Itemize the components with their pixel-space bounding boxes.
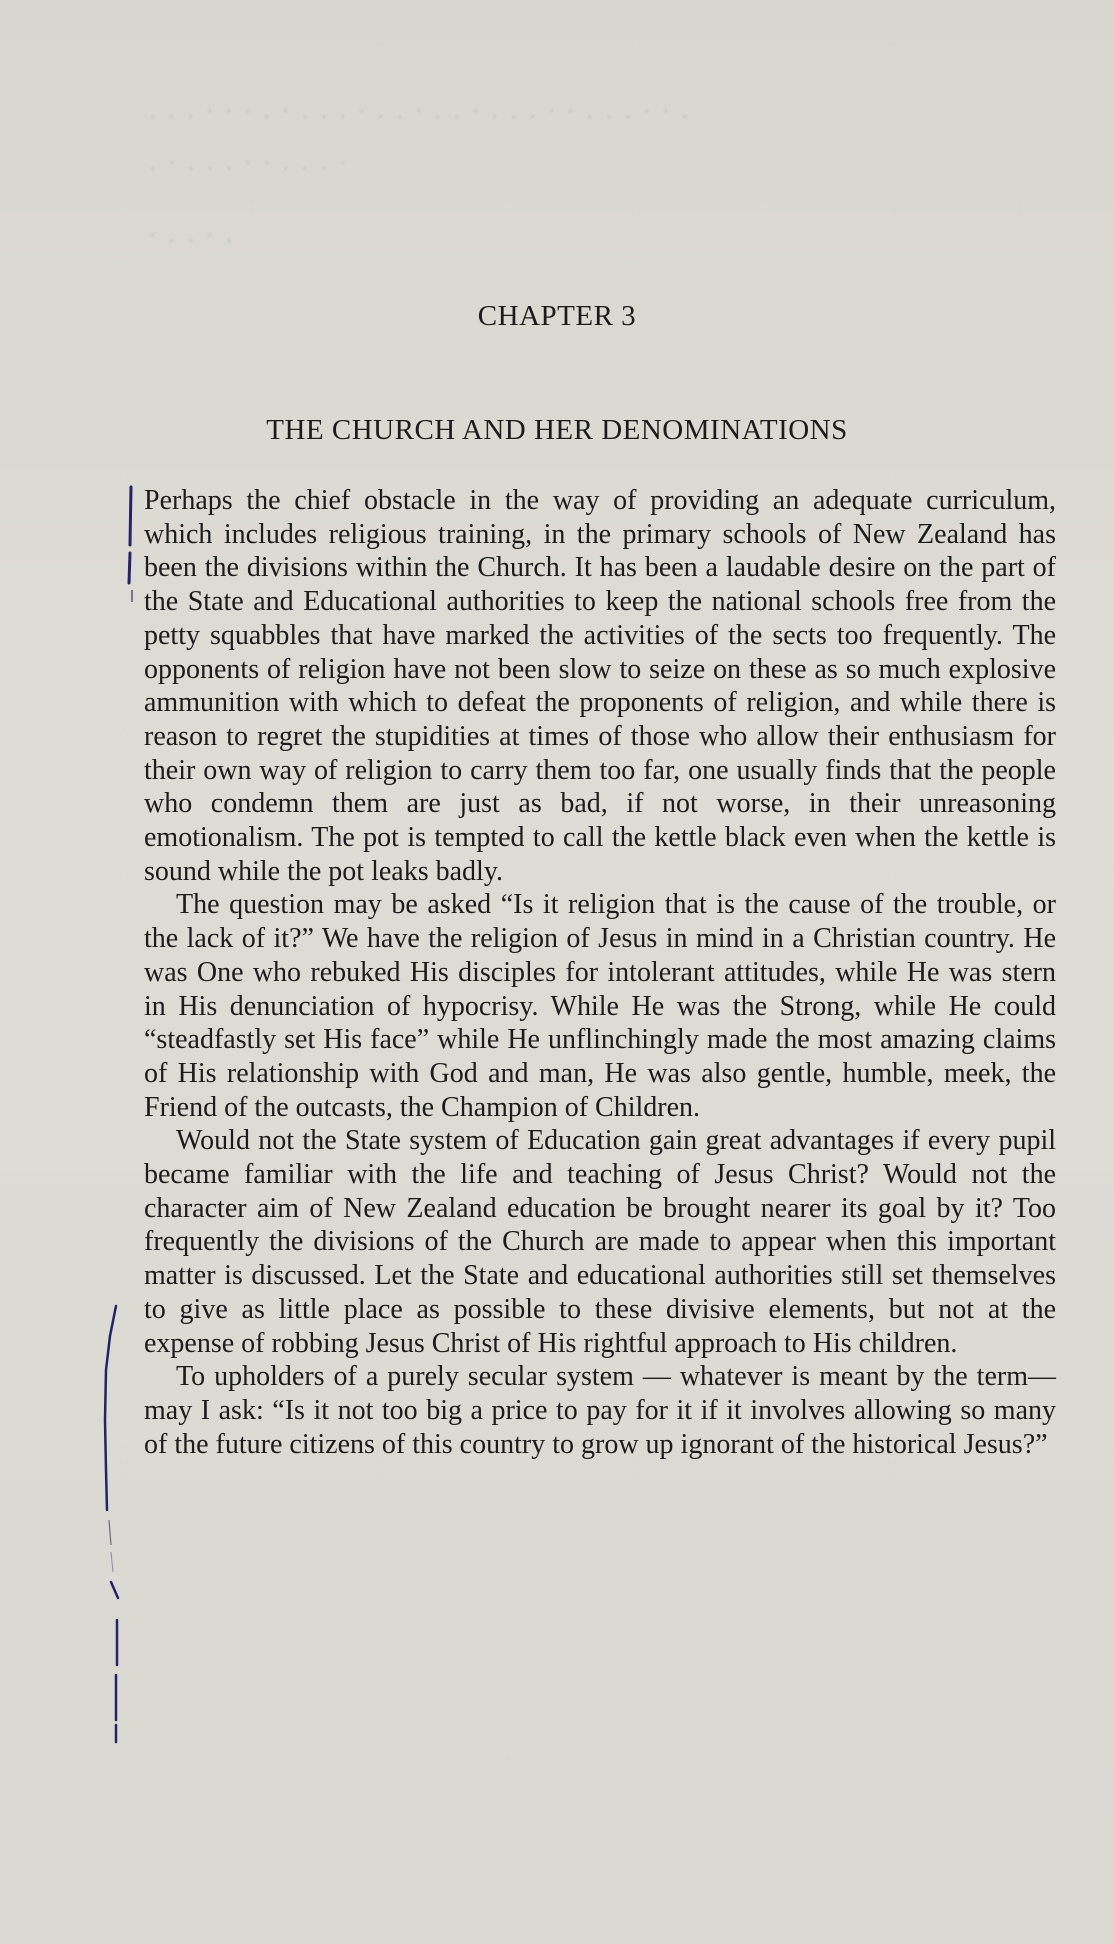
margin-mark: [129, 487, 131, 583]
paragraph: To upholders of a purely secular system — whatever is meant by the term—may I ask: “Is it not too big a price to pay for it if it involves allowing so many of the future citizens of this country to grow up ignorant of the historical Jesus?”: [144, 1361, 1056, 1460]
margin-mark: [116, 1620, 117, 1742]
paragraph: Would not the State system of Education gain great advantages if every pupil became familiar with the life and teaching of Jesus Christ? Would not the character aim of New Zealand education be brought nearer its goal by it? Too frequently the divisions of the Church are made to appear when this important matter is discussed. Let the State and educational authorities still set themselves to give as little place as possible to these divisive elements, but not at the expense of robbing Jesus Christ of His rightful approach to His children.: [144, 1125, 1056, 1359]
show-through-text: ∙ . . ∙ .: [150, 222, 236, 247]
margin-mark: [111, 1582, 118, 1598]
margin-mark: [105, 1306, 116, 1510]
chapter-number: CHAPTER 3: [477, 300, 637, 332]
body-text: [144, 484, 1056, 1461]
margin-mark: [109, 1520, 111, 1545]
margin-mark: [111, 1552, 113, 1572]
paragraph: Perhaps the chief obstacle in the way of providing an adequate curriculum, which includes religious training, in the primary schools of New Zealand has been the divisions within the Church. It has been a laudable desire on the part of the State and Educational authorities to keep the national schools free from the petty squabbles that have marked the activities of the sects too frequently. The opponents of religion have not been slow to seize on these as so much explosive ammunition with which to defeat the proponents of religion, and while there is reason to regret the stupidities at times of those who allow their enthusiasm for their own way of religion to carry them too far, one usually finds that the people who condemn them are just as bad, if not worse, in their unreasoning emotionalism. The pot is tempted to call the kettle black even when the kettle is sound while the pot leaks badly.: [144, 485, 1056, 887]
show-through-text: . ∙ . . . ∙ ∙ . . . ∙: [150, 150, 350, 175]
chapter-title: THE CHURCH AND HER DENOMINATIONS: [266, 414, 848, 446]
show-through-text: . . . ∙ ∙ ∙ . ∙ . . . ∙ . . ∙ . . ∙ . . . ∙ ∙ . . . ∙ ∙ .: [150, 98, 692, 123]
paragraph: The question may be asked “Is it religion that is the cause of the trouble, or the lack of it?” We have the religion of Jesus in mind in a Christian country. He was One who rebuked His disciples for intolerant attitudes, while He was stern in His denunciation of hypocrisy. While He was the Strong, while He could “steadfastly set His face” while He unflinchingly made the most amazing claims of His relationship with God and man, He was also gentle, humble, meek, the Friend of the outcasts, the Champion of Children.: [144, 889, 1056, 1123]
